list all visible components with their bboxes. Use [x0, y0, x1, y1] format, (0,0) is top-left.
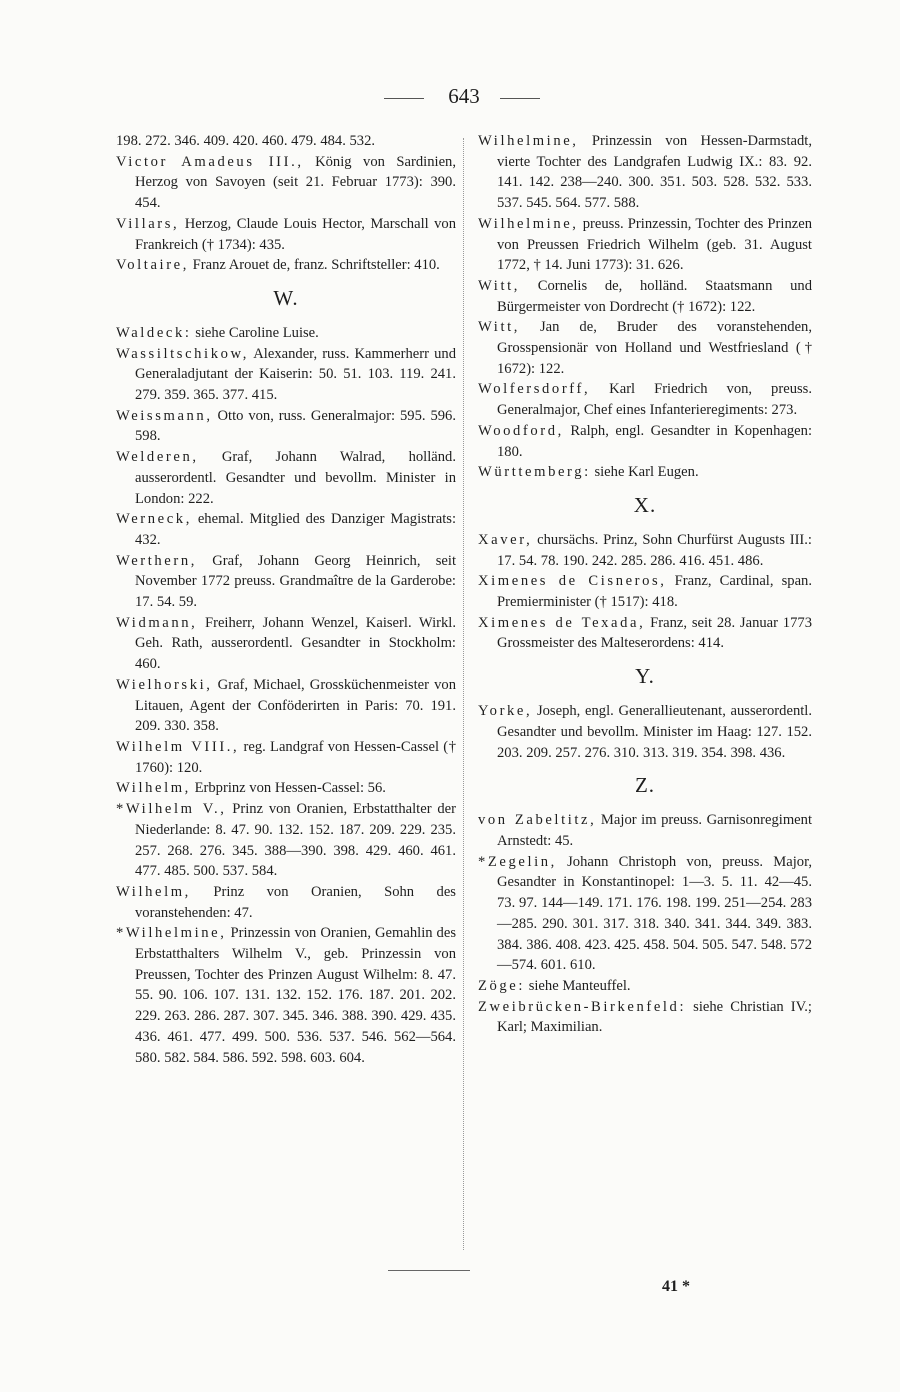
entry-name: Wilhelm VIII.,	[116, 738, 240, 755]
index-entry	[116, 406, 456, 447]
entries-z	[478, 810, 812, 1038]
entry-text: Prinzessin von Hessen-Darmstadt, vierte Tochter des Landgrafen Ludwig IX.: 83. 92. 141. 142. 238—240. 300. 351. 503. 528. 532. 533. 537. 545. 564. 577. 588.	[497, 133, 812, 212]
left-column	[116, 131, 456, 1068]
entry-name: Witt,	[478, 319, 521, 336]
entry-text: Herzog, Claude Louis Hector, Marschall von Frankreich († 1734): 435.	[135, 215, 456, 253]
entry-text: Jan de, Bruder des voranstehenden, Grosspensionär von Holland und Westfriesland († 1672): 122.	[497, 319, 812, 377]
entry-text: Erbprinz von Hessen-Cassel: 56.	[190, 780, 386, 797]
index-entry	[478, 701, 812, 763]
entry-name: Voltaire,	[116, 257, 189, 274]
section-heading-y: Y.	[635, 664, 655, 689]
entry-name: *Zegelin,	[478, 853, 557, 870]
index-entry	[478, 530, 812, 571]
index-entry	[478, 613, 812, 654]
entry-text: Alexander, russ. Kammerherr und Generaladjutant der Kaiserin: 50. 51. 103. 119. 241. 279. 359. 365. 377. 415.	[135, 345, 456, 404]
entry-text: 198. 272. 346. 409. 420. 460. 479. 484. 532.	[116, 133, 376, 149]
entry-text: Franz Arouet de, franz. Schriftsteller: 410.	[188, 257, 440, 274]
entries-v	[116, 131, 456, 276]
entry-text: Otto von, russ. Generalmajor: 595. 596. 598.	[135, 407, 456, 445]
entry-name: von Zabeltitz,	[478, 812, 597, 829]
index-entry	[478, 462, 812, 483]
entry-name: Werthern,	[116, 552, 197, 569]
page-header	[0, 84, 900, 114]
entry-name: Ximenes de Cisneros,	[478, 573, 667, 590]
entry-name: Waldeck:	[116, 324, 192, 341]
entry-text: siehe Christian IV.; Karl; Maximilian.	[497, 998, 812, 1036]
entry-text: König von Sardinien, Herzog von Savoyen (seit 21. Februar 1773): 390. 454.	[135, 153, 456, 212]
index-entry	[116, 214, 456, 255]
entry-text: Graf, Michael, Grossküchenmeister von Litauen, Agent der Conföderirten in Paris: 70. 191. 209. 330. 358.	[135, 676, 456, 735]
signature-mark: 41 *	[662, 1278, 690, 1295]
entry-name: Welderen,	[116, 449, 199, 466]
entry-text: Prinz von Oranien, Sohn des voranstehenden: 47.	[135, 883, 456, 921]
index-entry	[478, 571, 812, 612]
index-entry	[116, 131, 456, 152]
entry-name: Witt,	[478, 277, 521, 294]
entry-name: Yorke,	[478, 703, 533, 720]
entry-text: Ralph, engl. Gesandter in Kopenhagen: 180.	[497, 422, 812, 460]
entries-w	[116, 323, 456, 1068]
entry-text: Joseph, engl. Generallieutenant, ausserordentl. Gesandter und bevollm. Minister im Haag: 127. 152. 203. 209. 257. 276. 310. 313. 319. 354. 398. 436.	[497, 703, 812, 761]
entries-y	[478, 701, 812, 763]
entry-text: Graf, Johann Walrad, holländ. ausserordentl. Gesandter und bevollm. Minister in London: 222.	[135, 449, 456, 507]
entry-text: siehe Karl Eugen.	[590, 464, 699, 481]
header-rule-left	[384, 98, 424, 99]
entry-text: Karl Friedrich von, preuss. Generalmajor, Chef eines Infanterieregiments: 273.	[497, 381, 812, 419]
entry-text: Freiherr, Johann Wenzel, Kaiserl. Wirkl. Geh. Rath, ausserordentl. Gesandter in Stockholm: 460.	[135, 614, 456, 673]
entry-name: Werneck,	[116, 511, 192, 528]
entry-text: Prinzessin von Oranien, Gemahlin des Erbstatthalters Wilhelm V., geb. Prinzessin von Preussen, Tochter des Prinzen August Wilhelm: 8. 47. 55. 90. 106. 107. 131. 132. 152. 176. 187. 201. 202. 229. 263. 286. 287. 307. 345. 346. 388. 390. 429. 435. 436. 461. 477. 499. 500. 536. 537. 546. 562—564. 580. 582. 584. 586. 592. 598. 603. 604.	[135, 925, 456, 1066]
entry-name: Zöge:	[478, 977, 526, 994]
entry-name: Wassiltschikow,	[116, 345, 249, 362]
index-entry	[478, 214, 812, 276]
entry-text: chursächs. Prinz, Sohn Churfürst Augusts III.: 17. 54. 78. 190. 242. 285. 286. 416. 451. 486.	[497, 531, 812, 569]
entry-name: Ximenes de Texada,	[478, 614, 646, 631]
entry-name: *Wilhelm V.,	[116, 801, 227, 818]
entries-x	[478, 530, 812, 654]
entry-name: Villars,	[116, 215, 180, 232]
index-entry	[478, 276, 812, 317]
index-entry	[478, 810, 812, 851]
footer-rule	[388, 1270, 470, 1271]
entry-name: *Wilhelmine,	[116, 925, 227, 942]
index-entry	[478, 317, 812, 379]
entry-text: Franz, Cardinal, span. Premierminister († 1517): 418.	[497, 573, 812, 611]
entry-text: Prinz von Oranien, Erbstatthalter der Niederlande: 8. 47. 90. 132. 152. 187. 209. 229. 235. 257. 268. 276. 345. 388—390. 398. 429. 460. 461. 477. 485. 500. 537. 584.	[135, 801, 456, 880]
entry-name: Victor Amadeus III.,	[116, 153, 304, 170]
entry-name: Weissmann,	[116, 407, 213, 424]
column-divider	[463, 138, 464, 1250]
entry-text: Major im preuss. Garnisonregiment Arnstedt: 45.	[497, 812, 812, 849]
index-entry	[116, 255, 456, 276]
entry-text: Graf, Johann Georg Heinrich, seit November 1772 preuss. Grandmaître de la Garderobe: 17. 54. 59.	[135, 552, 456, 611]
entry-name: Wilhelmine,	[478, 133, 579, 149]
section-heading-x: X.	[633, 492, 657, 517]
index-entry	[478, 131, 812, 214]
index-entry	[478, 421, 812, 462]
entry-name: Xaver,	[478, 531, 533, 548]
page-number: 643	[448, 84, 480, 108]
entry-name: Wielhorski,	[116, 676, 213, 693]
index-entry	[478, 379, 812, 420]
section-heading-w: W.	[273, 285, 299, 310]
section-heading-z: Z.	[634, 773, 656, 798]
entries-w-continued	[478, 131, 812, 483]
index-entry	[478, 976, 812, 997]
index-entry	[116, 551, 456, 613]
entry-name: Zweibrücken-Birkenfeld:	[478, 998, 687, 1015]
index-entry	[116, 344, 456, 406]
index-entry	[116, 799, 456, 882]
index-entry	[116, 323, 456, 344]
index-entry	[116, 882, 456, 923]
entry-name: Widmann,	[116, 614, 198, 631]
entry-text: Cornelis de, holländ. Staatsmann und Bürgermeister von Dordrecht († 1672): 122.	[497, 277, 812, 315]
entry-text: siehe Manteuffel.	[525, 977, 631, 994]
header-rule-right	[500, 98, 540, 99]
entry-text: Johann Christoph von, preuss. Major, Gesandter in Konstantinopel: 1—3. 5. 11. 42—45. 73. 97. 144—149. 171. 176. 198. 199. 251—254. 283—285. 290. 301. 317. 318. 340. 341. 344. 349. 383. 384. 386. 408. 423. 425. 458. 504. 505. 547. 548. 572—574. 601. 610.	[497, 853, 812, 974]
entry-text: Franz, seit 28. Januar 1773 Grossmeister des Malteserordens: 414.	[497, 614, 812, 652]
index-entry	[116, 675, 456, 737]
index-entry	[116, 737, 456, 778]
entry-name: Woodford,	[478, 422, 564, 439]
entry-text: preuss. Prinzessin, Tochter des Prinzen von Preussen Friedrich Wilhelm (geb. 31. August 1772, † 14. Juni 1773): 31. 626.	[497, 215, 812, 274]
entry-name: Wilhelm,	[116, 883, 191, 900]
index-entry	[116, 509, 456, 550]
entry-name: Wolfersdorff,	[478, 381, 591, 398]
index-entry	[478, 997, 812, 1038]
right-column	[478, 131, 812, 1038]
index-entry	[116, 613, 456, 675]
index-entry	[116, 923, 456, 1068]
entry-name: Wilhelmine,	[478, 215, 579, 232]
index-entry	[116, 152, 456, 214]
entry-name: Wilhelm,	[116, 780, 191, 797]
index-entry	[116, 447, 456, 509]
entry-text: ehemal. Mitglied des Danziger Magistrats: 432.	[135, 511, 456, 548]
entry-text: reg. Landgraf von Hessen-Cassel († 1760): 120.	[135, 738, 456, 776]
index-entry	[116, 778, 456, 799]
index-entry	[478, 852, 812, 976]
entry-name: Württemberg:	[478, 464, 591, 481]
entry-text: siehe Caroline Luise.	[191, 324, 319, 341]
